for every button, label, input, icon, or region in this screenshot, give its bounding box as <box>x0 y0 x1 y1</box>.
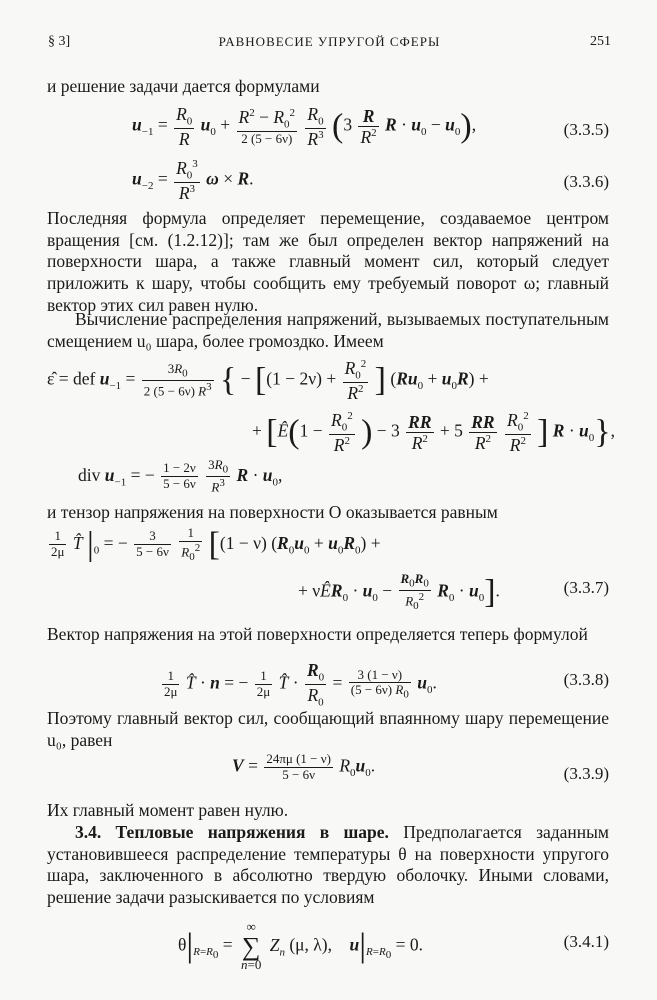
paragraph: Вектор напряжения на этой поверхности определяется теперь формулой <box>47 624 588 644</box>
equation-number: (3.3.5) <box>563 120 609 139</box>
intro-line: и решение задачи дается формулами <box>47 76 320 96</box>
equation-3-3-7-line2: + νÊR$_0$ · $u_0$ − $\frac{R_0R_0}{R_0^2}$ $R_0 \cdot u_0$]. <box>298 571 500 613</box>
paragraph: Последняя формула определяет перемещение, создаваемое центром вращения [см. (1.2.12)]; там же был определен вектор напряжений на поверхности шара, а также главный момент сил, который следует приложить к шару, чтобы сообщить ему требуемый поворот ω; главный вектор этих сил равен нулю. <box>47 208 609 315</box>
equation-number: (3.3.7) <box>563 578 609 597</box>
equation-3-3-7-line1: $\frac{1}{2\mu}$ T̂ $|_0$ = − $\frac{3}{5 - 6\nu}$ $\frac{1}{R_0^2}$ [(1 − ν) $(R_0u_0 + u_0R_0)$ + <box>51 525 381 563</box>
paragraph: Их главный момент равен нулю. <box>47 800 289 820</box>
running-title: РАВНОВЕСИЕ УПРУГОЙ СФЕРЫ <box>218 34 441 49</box>
equation-number: (3.3.9) <box>563 764 609 783</box>
equation-3-4-1: $\theta|_{R=R_0}$ = ∞ ∑ n=0 $Z_n$ (μ, λ), $u|_{R=R_0} = 0$. <box>178 919 423 973</box>
paragraph: и тензор напряжения на поверхности O оказывается равным <box>47 502 498 522</box>
running-header <box>48 34 611 54</box>
equation-divergence: div $u_{-1}$ = − $\frac{1 - 2\nu}{5 - 6\nu}$ $\frac{3R_0}{R^3}$ $R \cdot u_0$, <box>78 457 283 495</box>
equation-3-3-9: V = $\frac{24\pi\mu (1 - \nu)}{5 - 6\nu}$ $R_0u_0$. <box>232 751 376 782</box>
page-number: 251 <box>590 34 611 49</box>
equation-number: (3.3.6) <box>563 172 609 191</box>
equation-strain-line2: + [Ê(1 − $\frac{R_0^2}{R^2}$ ) − 3 $\frac{RR}{R^2}$ + 5 $\frac{RR}{R^2}$ $\frac{R_0^2}{R^2}$ ] $R \cdot u_0$}, <box>252 410 615 456</box>
equation-number: (3.4.1) <box>563 932 609 951</box>
equation-number: (3.3.8) <box>563 670 609 689</box>
equation-3-3-5: $u_{-1}$ = $\frac{R_0}{R}$ $u_0$ + $\frac{R^2 - R_0^2}{2 (5 - 6\nu)}$ $\frac{R_0}{R^3}$ (3 $\frac{R}{R^2}$ $R \cdot u_0 - u_0$), <box>132 104 477 150</box>
section-marker: § 3] <box>48 34 71 49</box>
paragraph: Предполагается заданным установившееся распределение температуры θ на поверхности упругого шара, заключенного в абсолютно твердую оболочку. Иными словами, решение задачи разыскивается по условиям <box>47 822 609 908</box>
equation-strain-line1: ε̂ = def $u_{-1}$ = $\frac{3R_0}{2 (5 - 6\nu) R^3}$ { − [(1 − 2ν) + $\frac{R_0^2}{R^2}$ ] $(Ru_0 + u_0R)$ + <box>47 358 489 404</box>
equation-3-3-6: $u_{-2}$ = $\frac{R_0^3}{R^3}$ ω × R. <box>132 158 254 204</box>
section-heading: 3.4. Тепловые напряжения в шаре. <box>75 822 389 842</box>
paragraph: Вычисление распределения напряжений, вызываемых поступательным смещением u₀ шара, более громоздко. Имеем <box>47 309 609 351</box>
paragraph: Поэтому главный вектор сил, сообщающий впаянному шару перемещение u₀, равен <box>47 708 609 750</box>
section-paragraph <box>47 822 609 909</box>
equation-3-3-8: $\frac{1}{2\mu}$ T̂ · n = − $\frac{1}{2\mu}$ T̂ · $\frac{R_0}{R_0}$ = $\frac{3 (1 - \nu)}{(5 - 6\nu) R_0}$ $u_0$. <box>164 660 437 709</box>
